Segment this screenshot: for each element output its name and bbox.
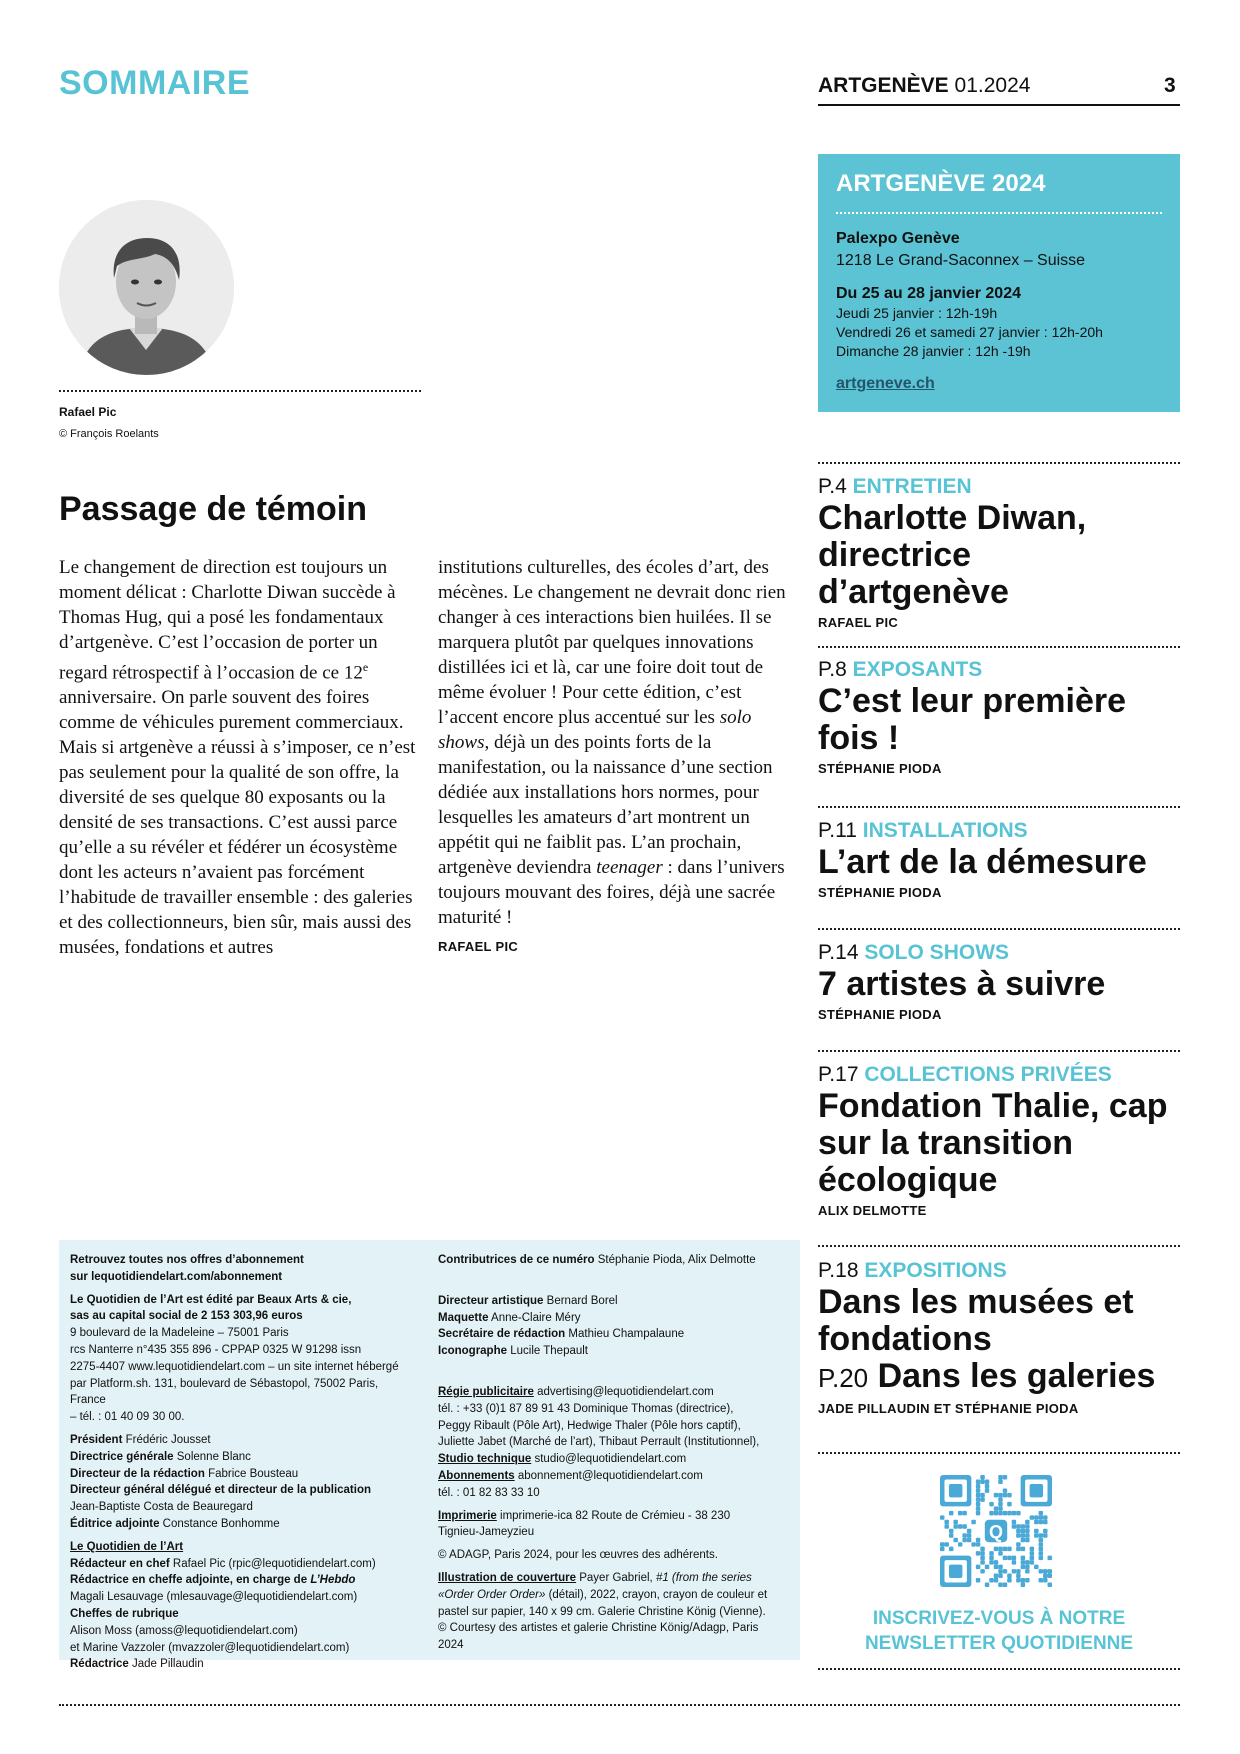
toc-entry[interactable] — [818, 818, 1198, 900]
toc-page: P.20 — [818, 1363, 869, 1393]
editorial-text: : dans l’univers toujours mouvant des foires, déjà une sacrée maturité ! — [438, 857, 785, 928]
event-dates: Du 25 au 28 janvier 2024 — [836, 285, 1021, 302]
toc-author: RAFAEL PIC — [818, 615, 899, 630]
credits-left-column — [70, 1252, 410, 1673]
credits-label: Le Quotidien de l’Art — [70, 1540, 184, 1553]
toc-section: SOLO SHOWS — [864, 941, 1010, 964]
credits-text: Jade Pillaudin — [132, 1658, 204, 1671]
credits-text: imprimerie-ica 82 Route de Crémieu - 38 230 — [500, 1509, 731, 1522]
toc-title: Fondation Thalie, cap sur la transition écologique — [818, 1087, 1168, 1199]
credits-label: Studio technique — [438, 1453, 532, 1466]
toc-section: COLLECTIONS PRIVÉES — [864, 1063, 1112, 1086]
credits-text: tél. : +33 (0)1 87 89 91 43 Dominique Thomas (directrice), — [438, 1402, 734, 1415]
credits-text: © ADAGP, Paris 2024, pour les œuvres des adhérents. — [438, 1549, 718, 1562]
newsletter-divider — [818, 1452, 1180, 1454]
credits-label: Directrice générale — [70, 1450, 174, 1463]
credits-text: Magali Lesauvage (mlesauvage@lequotidiendelart.com) — [70, 1591, 358, 1604]
credits-text: advertising@lequotidiendelart.com — [537, 1385, 714, 1398]
author-portrait — [59, 200, 234, 375]
credits-text: Lucile Thepault — [510, 1345, 589, 1358]
credits-text: et Marine Vazzoler (mvazzoler@lequotidiendelart.com) — [70, 1641, 350, 1654]
toc-page: P.11 — [818, 819, 857, 842]
editorial-text: Le changement de direction est toujours un moment délicat : Charlotte Diwan succède à Thomas Hug, qui a posé les fondamentaux d’artgenève. C’est l’occasion de porter un regard rétrospectif à l’occasion de ce 12 — [59, 557, 396, 684]
credits-label: Directeur de la rédaction — [70, 1467, 205, 1480]
credits-text: #1 (from the series — [655, 1571, 752, 1584]
credits-box — [59, 1240, 800, 1671]
toc-author: STÉPHANIE PIODA — [818, 1007, 942, 1022]
qr-code[interactable] — [940, 1475, 1052, 1587]
credits-text: Stéphanie Pioda, Alix Delmotte — [597, 1254, 756, 1266]
toc-page: P.8 — [818, 658, 847, 681]
credits-text: Peggy Ribault (Pôle Art), Hedwige Thaler (Pôle hors captif), — [438, 1419, 741, 1432]
credits-label: Président — [70, 1433, 123, 1446]
credits-text: Retrouvez toutes nos offres d’abonnement — [70, 1254, 304, 1266]
toc-title: L’art de la démesure — [818, 843, 1147, 881]
toc-section: EXPOSITIONS — [864, 1259, 1007, 1282]
newsletter-divider — [818, 1668, 1180, 1670]
editorial-title: Passage de témoin — [59, 490, 368, 528]
editorial-text: institutions culturelles, des écoles d’art, des mécènes. Le changement ne devrait donc rien changer à ces interactions bien huilées. Il se marquera plutôt par quelques innovations distillées ici et là, car une foire doit tout de même évoluer ! Pour cette édition, c’est l’accent encore plus accentué sur les — [438, 557, 786, 728]
portrait-credit: © François Roelants — [59, 428, 159, 440]
credits-label: Rédactrice en cheffe adjointe, en charge de — [70, 1574, 311, 1587]
credits-text: Alison Moss (amoss@lequotidiendelart.com) — [70, 1624, 298, 1637]
newsletter-line: INSCRIVEZ-VOUS À NOTRE — [872, 1608, 1126, 1629]
credits-text: Fabrice Bousteau — [208, 1467, 299, 1480]
toc-title: C’est leur première fois ! — [818, 682, 1127, 757]
editorial-author: RAFAEL PIC — [438, 939, 519, 954]
credits-text: Bernard Borel — [546, 1294, 618, 1307]
credits-text: Jean-Baptiste Costa de Beauregard — [70, 1501, 253, 1514]
toc-section: EXPOSANTS — [852, 658, 983, 681]
event-divider — [836, 212, 1162, 214]
credits-text: par Platform.sh. 131, boulevard de Sébastopol, 75002 Paris, France — [70, 1377, 379, 1407]
credits-label: Iconographe — [438, 1345, 508, 1358]
credits-label: Imprimerie — [438, 1509, 497, 1522]
credits-right-column — [438, 1252, 778, 1654]
publication-name: ARTGENÈVE — [818, 74, 949, 97]
toc-title: Dans les galeries — [877, 1357, 1156, 1395]
credits-text: 9 boulevard de la Madeleine – 75001 Paris — [70, 1327, 289, 1340]
credits-text: Juliette Jabet (Marché de l’art), Thibaut Perrault (Institutionnel), — [438, 1436, 760, 1449]
credits-text: Payer Gabriel, — [579, 1571, 656, 1584]
toc-entry[interactable] — [818, 474, 1198, 630]
portrait-divider — [59, 390, 421, 392]
ordinal-suffix: e — [362, 660, 369, 674]
credits-text: – tél. : 01 40 09 30 00. — [70, 1411, 185, 1424]
event-venue: Palexpo Genève — [836, 230, 960, 247]
credits-label: Rédacteur en chef — [70, 1557, 170, 1570]
page-number: 3 — [1164, 74, 1176, 97]
credits-text: Constance Bonhomme — [162, 1517, 280, 1530]
toc-author: STÉPHANIE PIODA — [818, 885, 942, 900]
event-hours-sunday: Dimanche 28 janvier : 12h -19h — [836, 343, 1031, 359]
issue-label — [818, 74, 1030, 98]
newsletter-line: NEWSLETTER QUOTIDIENNE — [864, 1633, 1134, 1654]
event-address: 1218 Le Grand-Saconnex – Suisse — [836, 252, 1086, 269]
toc-title: 7 artistes à suivre — [818, 965, 1106, 1003]
editorial-italic: teenager — [596, 857, 663, 878]
credits-text: pastel sur papier, 140 x 99 cm. Galerie Christine König (Vienne). — [438, 1605, 766, 1618]
toc-title: Charlotte Diwan, directrice d’artgenève — [818, 499, 1087, 611]
credits-text: abonnement@lequotidiendelart.com — [517, 1469, 703, 1482]
credits-text: Solenne Blanc — [176, 1450, 251, 1463]
toc-section: ENTRETIEN — [852, 475, 972, 498]
credits-text: Rafael Pic (rpic@lequotidiendelart.com) — [172, 1557, 376, 1570]
toc-entry[interactable] — [818, 657, 1198, 776]
qr-logo-letter: Q — [988, 1522, 1004, 1543]
toc-page: P.17 — [818, 1063, 859, 1086]
credits-text: Anne-Claire Méry — [491, 1311, 581, 1324]
credits-text: 2024 — [438, 1639, 464, 1652]
event-info-box — [818, 154, 1180, 412]
credits-text: «Order Order Order» — [438, 1588, 546, 1601]
editorial-column-1 — [59, 555, 421, 960]
toc-divider — [818, 928, 1180, 930]
editorial-text: anniversaire. On parle souvent des foires comme de véhicules purement commerciaux. Mais si artgenève a réussi à s’imposer, ce n’est pas seulement pour la qualité de son offre, la diversité de ses quelque 80 exposants ou la densité de ses transactions. C’est aussi parce qu’elle a su révéler et fédérer un écosystème dont les acteurs n’avaient pas forcément l’habitude de travailler ensemble : des galeries et des collectionneurs, bien sûr, mais aussi des musées, fondations et autres — [59, 687, 416, 959]
toc-section: INSTALLATIONS — [862, 819, 1028, 842]
header-divider — [818, 104, 1180, 106]
credits-label: Secrétaire de rédaction — [438, 1328, 566, 1341]
event-title: ARTGENÈVE 2024 — [836, 170, 1046, 197]
page-title: SOMMAIRE — [59, 64, 250, 102]
footer-divider — [59, 1704, 1180, 1706]
newsletter-signup[interactable] — [818, 1606, 1180, 1656]
credits-text: studio@lequotidiendelart.com — [534, 1453, 687, 1466]
credits-label: Abonnements — [438, 1469, 515, 1482]
credits-text: Frédéric Jousset — [125, 1433, 211, 1446]
toc-author: STÉPHANIE PIODA — [818, 761, 942, 776]
toc-divider — [818, 1245, 1180, 1247]
editorial-italic: solo shows — [438, 707, 752, 753]
credits-label: Contributrices de ce numéro — [438, 1254, 595, 1266]
credits-label: Illustration de couverture — [438, 1571, 577, 1584]
credits-text: © Courtesy des artistes et galerie Christine König/Adagp, Paris — [438, 1622, 759, 1635]
event-hours-thursday: Jeudi 25 janvier : 12h-19h — [836, 305, 998, 321]
toc-page: P.4 — [818, 475, 847, 498]
subscribe-link[interactable]: sur lequotidiendelart.com/abonnement — [70, 1270, 283, 1283]
credits-label: Directeur artistique — [438, 1294, 544, 1307]
credits-text: Mathieu Champalaune — [568, 1328, 685, 1341]
issue-date: 01.2024 — [954, 74, 1031, 97]
event-hours-friday-saturday: Vendredi 26 et samedi 27 janvier : 12h-20h — [836, 324, 1103, 340]
toc-page: P.18 — [818, 1259, 859, 1282]
credits-text: Le Quotidien de l’Art est édité par Beaux Arts & cie, — [70, 1293, 352, 1306]
credits-label: Rédactrice — [70, 1658, 129, 1671]
credits-text: Tignieu-Jameyzieu — [438, 1526, 535, 1539]
toc-title: Dans les musées et fondations — [818, 1283, 1134, 1358]
toc-entry[interactable] — [818, 1258, 1198, 1416]
credits-label: Cheffes de rubrique — [70, 1607, 179, 1620]
toc-entry[interactable] — [818, 940, 1198, 1022]
toc-divider — [818, 462, 1180, 464]
editorial-text: , déjà un des points forts de la manifestation, ou la naissance d’une section dédiée aux installations hors normes, pour lesquelles les amateurs d’art montrent un appétit qui ne faiblit pas. L’an prochain, artgenève deviendra — [438, 732, 773, 878]
toc-divider — [818, 806, 1180, 808]
toc-divider — [818, 646, 1180, 648]
portrait-caption — [59, 401, 159, 445]
toc-entry[interactable] — [818, 1062, 1198, 1218]
credits-label: Maquette — [438, 1311, 489, 1324]
editorial-column-2 — [438, 555, 800, 959]
credits-label: Éditrice adjointe — [70, 1517, 160, 1530]
credits-text: tél. : 01 82 83 33 10 — [438, 1486, 540, 1499]
credits-text: 2275-4407 www.lequotidiendelart.com – un site internet hébergé — [70, 1360, 399, 1373]
event-website-link[interactable]: artgeneve.ch — [836, 375, 935, 392]
portrait-name: Rafael Pic — [59, 405, 117, 419]
toc-title-secondary — [818, 1358, 1198, 1397]
toc-author: JADE PILLAUDIN ET STÉPHANIE PIODA — [818, 1401, 1079, 1416]
credits-text: (détail), 2022, crayon, crayon de couleur et — [545, 1588, 768, 1601]
credits-label: L’Hebdo — [310, 1574, 356, 1587]
toc-page: P.14 — [818, 941, 859, 964]
credits-text: rcs Nanterre n°435 355 896 - CPPAP 0325 W 91298 issn — [70, 1343, 362, 1356]
toc-author: ALIX DELMOTTE — [818, 1203, 927, 1218]
credits-label: Directeur général délégué et directeur de la publication — [70, 1484, 371, 1497]
toc-divider — [818, 1050, 1180, 1052]
credits-label: Régie publicitaire — [438, 1385, 534, 1398]
credits-text: sas au capital social de 2 153 303,96 euros — [70, 1310, 303, 1323]
